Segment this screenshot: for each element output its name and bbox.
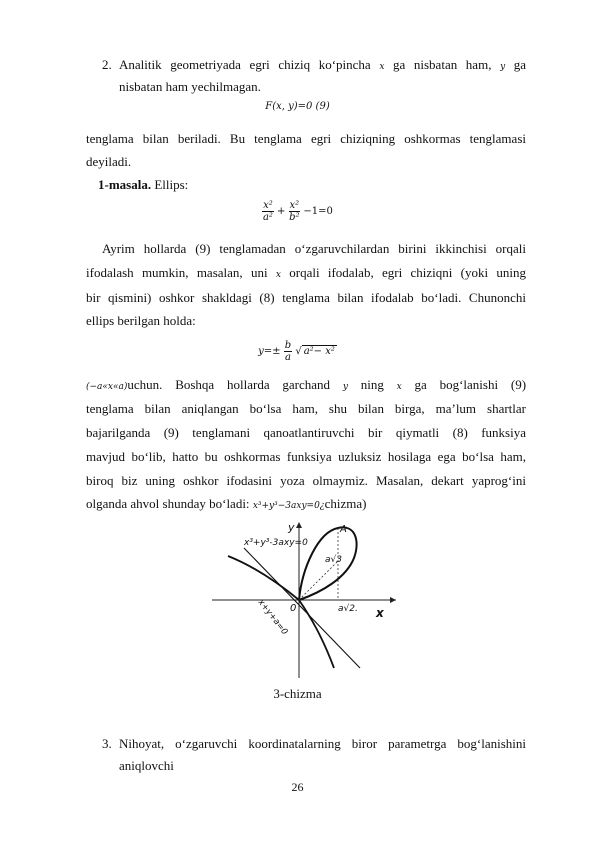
para-3-text-b: ning: [360, 377, 384, 392]
item-2-text-c: ga: [513, 57, 527, 72]
problem-label: 1-masala.: [98, 177, 152, 192]
item-3-number: 3.: [102, 736, 112, 751]
x-axis-arrow: [390, 597, 396, 603]
ellipse-plus: +: [276, 206, 286, 217]
para-1-line-1: tenglama bilan beriladi. Bu tenglama egri chiziqning oshkormas tenglamasi: [86, 131, 526, 146]
a-sqrt2-label: a√2.: [338, 604, 358, 614]
para-3-formula: x³+y³−3axy=0¿: [252, 501, 325, 511]
para-3-text-6a: olganda ahvol shunday bo‘ladi:: [86, 496, 250, 511]
para-2-line-1: Ayrim hollarda (9) tenglamadan o‘zgaruvchilardan birini ikkinchisi orqali: [102, 241, 526, 256]
para-2-text-a: ifodalash mumkin, masalan, uni: [86, 265, 268, 280]
para-3-condition: (−a«x«a): [86, 382, 128, 392]
x-axis-label: x: [376, 606, 384, 620]
item-2-line-2: nisbatan ham yechilmagan.: [119, 79, 261, 94]
para-3-line-2: tenglama bilan aniqlangan bo‘lsa ham, shu bilan birga, ma’lum shartlar: [86, 401, 526, 416]
para-3-var-y: y: [342, 382, 348, 392]
item-3-line-1: Nihoyat, o‘zgaruvchi koordinatalarning biror parametrga bog‘lanishini: [119, 736, 526, 751]
formula-y: y=± $\frac{b}{a}$ √ a²− x²: [258, 340, 335, 363]
item-2-text-b: ga nisbatan ham,: [393, 57, 492, 72]
para-2-text-b: orqali ifodalab, egri chiziqni (yoki uning: [289, 265, 527, 280]
item-2-number: 2.: [102, 57, 112, 72]
item-2-line-1: [119, 57, 526, 75]
para-2-line-4: ellips berilgan holda:: [86, 313, 196, 328]
curve-label: x³+y³-3axy=0: [244, 538, 308, 548]
para-3-line-3: bajarilganda (9) tenglamani qanoatlantiruvchi bir qiymatli (8) funksiya: [86, 425, 526, 440]
diagonal-guide: [299, 561, 338, 600]
ellipse-den-1: a²: [262, 212, 273, 223]
var-x: x: [379, 62, 385, 72]
para-2-line-3: bir qismini) oshkor shakldagi (8) tenglama bilan ifodalab bo‘ladi. Chunonchi: [86, 290, 526, 305]
a-sqrt3-label: a√3: [325, 555, 342, 565]
ellipse-num-1: x²: [263, 200, 273, 211]
para-3-line-1: [86, 377, 526, 395]
formula-y-root: a²− x²: [303, 346, 335, 357]
para-3-var-x: x: [396, 382, 402, 392]
item-2-text-a: Analitik geometriyada egri chiziq ko‘pincha: [119, 57, 371, 72]
formula-9: F(x, y)=0 (9): [265, 101, 330, 112]
problem-text: Ellips:: [154, 177, 189, 192]
formula-y-num: b: [284, 340, 292, 351]
formula-y-lhs: y=±: [258, 346, 281, 357]
page-number: 26: [291, 780, 304, 794]
para-3-text-c: ga bog‘lanishi (9): [414, 377, 527, 392]
y-axis-arrow: [296, 522, 302, 528]
figure-caption: 3-chizma: [273, 686, 322, 701]
folium-figure: [210, 518, 400, 680]
asymptote-label: x+y+a=0: [255, 597, 290, 637]
point-a-label: A: [340, 524, 347, 535]
ellipse-den-2: b²: [289, 212, 300, 223]
origin-label: 0: [290, 603, 297, 614]
ellipse-rest: −1=0: [303, 206, 333, 217]
var-y: y: [500, 62, 506, 72]
para-3-text-a: uchun. Boshqa hollarda garchand: [127, 377, 331, 392]
y-axis-label: y: [288, 521, 295, 534]
para-3-text-6b: chizma): [324, 496, 367, 511]
para-3-line-4: mavjud bo‘lib, hatto bu oshkormas funksiya uzluksiz hosilaga ega bo‘lsa ham,: [86, 449, 526, 464]
formula-y-den: a: [284, 352, 291, 363]
para-1-line-2: deyiladi.: [86, 154, 132, 169]
para-3-line-6: [86, 496, 526, 514]
para-2-line-2: [86, 265, 526, 283]
para-2-var-x: x: [275, 270, 281, 280]
formula-ellipse: [0, 200, 595, 223]
ellipse-num-2: x²: [289, 200, 300, 211]
problem-heading: [98, 177, 538, 193]
para-3-line-5: biroq biz uning oshkor ifodasini yoza olmaymiz. Masalan, dekart yaprog‘ini: [86, 473, 526, 488]
item-3-line-2: aniqlovchi: [119, 758, 174, 773]
